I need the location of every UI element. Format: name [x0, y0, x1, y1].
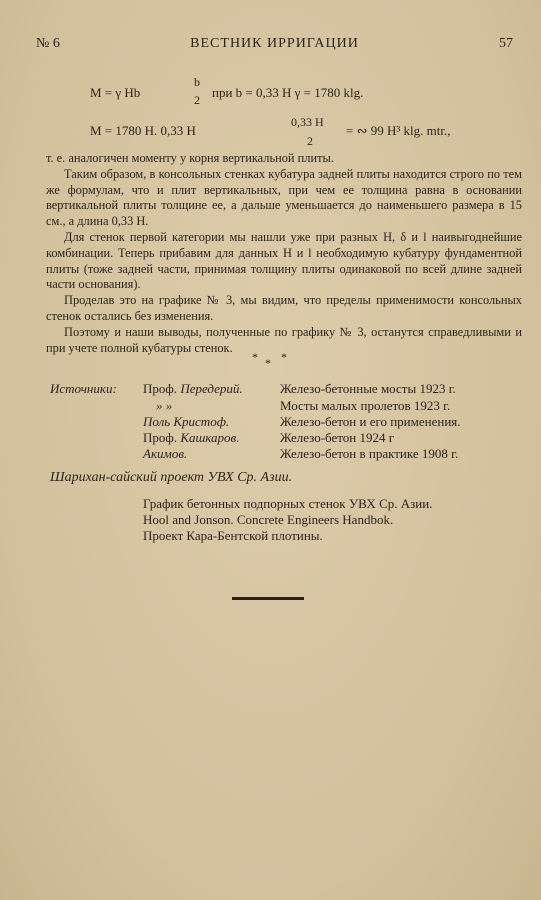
- page-number: 57: [499, 36, 513, 51]
- paragraph: Поэтому и наши выводы, полученные по графику № 3, останутся справедливыми и при учете полной кубатуры стенок.: [46, 324, 522, 355]
- formula-1-left: M = γ Hb: [90, 85, 141, 100]
- source-work: Железо-бетонные мосты 1923 г.: [280, 381, 456, 396]
- separator-star: *: [252, 350, 258, 364]
- paragraph: Проделав это на графике № 3, мы видим, что пределы применимости консольных стенок остались без изменения.: [46, 293, 522, 323]
- source-extra: График бетонных подпорных стенок УВХ Ср. Азии.: [143, 496, 433, 511]
- project-title: Шарихан-сайский проект УВХ Ср. Азии.: [50, 470, 293, 485]
- separator-star: *: [281, 350, 287, 364]
- running-header: [36, 36, 513, 54]
- separator-star: *: [265, 356, 271, 370]
- issue-number: № 6: [36, 36, 60, 51]
- source-work: Мосты малых пролетов 1923 г.: [280, 398, 451, 413]
- source-author: Поль Кристоф.: [143, 414, 230, 429]
- source-work: Железо-бетон в практике 1908 г.: [280, 446, 459, 461]
- paragraph: Для стенок первой категории мы нашли уже при разных H, δ и l наивыгоднейшие комбинации. Теперь прибавим для данных H и l необходимую кубатуру фундаментной плиты (тоже задней части, принимая толщину плиты одинаковой по всей длине задней части основания).: [46, 229, 522, 292]
- source-author: Акимов.: [143, 446, 188, 461]
- body-text: [46, 151, 522, 356]
- source-work: Железо-бетон 1924 г: [280, 430, 395, 445]
- source-extra: Hool and Jonson. Concrete Engineers Handbok.: [143, 512, 394, 527]
- source-work: Железо-бетон и его применения.: [280, 414, 461, 429]
- formula-2-denominator: 2: [307, 134, 313, 148]
- source-extra: Проект Кара-Бентской плотины.: [143, 528, 323, 543]
- formula-1-right: при b = 0,33 H γ = 1780 klg.: [212, 85, 364, 100]
- formula-2-right: = ∾ 99 H³ klg. mtr.,: [346, 123, 451, 138]
- paragraph: Таким образом, в консольных стенках кубатура задней плиты находится строго по тем же формулам, что и плит вертикальных, при чем ее толщина равна в основании вертикальной плиты толщине ее, а дальше уменьшается до наименьшего размера в 15 см., а длина 0,33 H.: [46, 166, 522, 229]
- journal-title: ВЕСТНИК ИРРИГАЦИИ: [190, 36, 359, 51]
- formula-1-denominator: 2: [194, 93, 200, 107]
- end-rule: [232, 597, 304, 600]
- formula-2-left: M = 1780 H. 0,33 H: [90, 123, 196, 138]
- sources-label: Источники:: [50, 381, 117, 396]
- formula-2-numerator: 0,33 H: [291, 115, 324, 129]
- formula-1-numerator: b: [194, 75, 200, 89]
- source-author: » »: [156, 398, 173, 413]
- source-author: Проф. Кашкаров.: [143, 430, 240, 445]
- source-author: Проф. Передерий.: [143, 381, 243, 396]
- paragraph: т. е. аналогичен моменту у корня вертикальной плиты.: [46, 151, 334, 165]
